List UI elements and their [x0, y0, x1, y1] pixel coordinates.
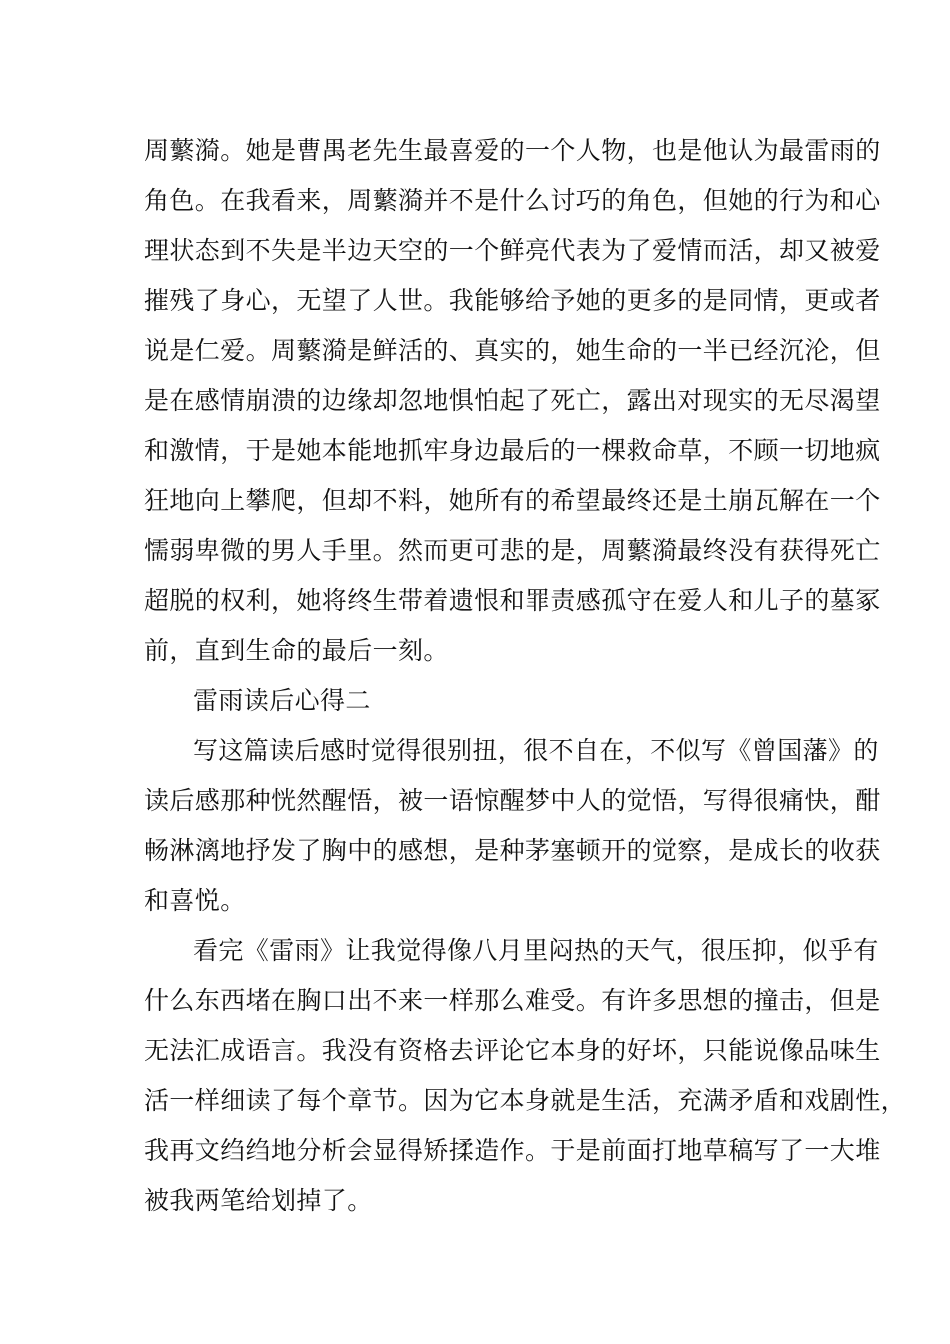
paragraph-line: 摧残了身心，无望了人世。我能够给予她的更多的是同情，更或者	[144, 286, 881, 315]
paragraph-line: 狂地向上攀爬，但却不料，她所有的希望最终还是土崩瓦解在一个	[144, 486, 881, 515]
paragraph-line: 无法汇成语言。我没有资格去评论它本身的好坏，只能说像品味生	[144, 1036, 881, 1065]
section-heading: 雷雨读后心得二	[193, 686, 371, 715]
paragraph-line: 角色。在我看来，周蘩漪并不是什么讨巧的角色，但她的行为和心	[144, 186, 881, 215]
paragraph-line: 我再文绉绉地分析会显得矫揉造作。于是前面打地草稿写了一大堆	[144, 1136, 881, 1165]
paragraph-line: 前，直到生命的最后一刻。	[144, 636, 449, 665]
paragraph-line: 是在感情崩溃的边缘却忽地惧怕起了死亡，露出对现实的无尽渴望	[144, 386, 881, 415]
paragraph-line: 和喜悦。	[144, 886, 246, 915]
paragraph-line: 畅淋漓地抒发了胸中的感想，是种茅塞顿开的觉察，是成长的收获	[144, 836, 881, 865]
paragraph-line: 和激情，于是她本能地抓牢身边最后的一棵救命草，不顾一切地疯	[144, 436, 881, 465]
paragraph-line: 写这篇读后感时觉得很别扭，很不自在，不似写《曾国藩》的	[193, 736, 879, 765]
paragraph-line: 超脱的权利，她将终生带着遗恨和罪责感孤守在爱人和儿子的墓冢	[144, 586, 881, 615]
paragraph-line: 周蘩漪。她是曹禺老先生最喜爱的一个人物，也是他认为最雷雨的	[144, 136, 881, 165]
paragraph-line: 读后感那种恍然醒悟，被一语惊醒梦中人的觉悟，写得很痛快，酣	[144, 786, 881, 815]
paragraph-line: 被我两笔给划掉了。	[144, 1186, 373, 1215]
paragraph-line: 懦弱卑微的男人手里。然而更可悲的是，周蘩漪最终没有获得死亡	[144, 536, 881, 565]
paragraph-line: 看完《雷雨》让我觉得像八月里闷热的天气，很压抑，似乎有	[193, 936, 879, 965]
paragraph-line: 活一样细读了每个章节。因为它本身就是生活，充满矛盾和戏剧性，	[144, 1086, 907, 1115]
paragraph-line: 理状态到不失是半边天空的一个鲜亮代表为了爱情而活，却又被爱	[144, 236, 881, 265]
paragraph-line: 什么东西堵在胸口出不来一样那么难受。有许多思想的撞击，但是	[144, 986, 881, 1015]
paragraph-line: 说是仁爱。周蘩漪是鲜活的、真实的，她生命的一半已经沉沦，但	[144, 336, 881, 365]
